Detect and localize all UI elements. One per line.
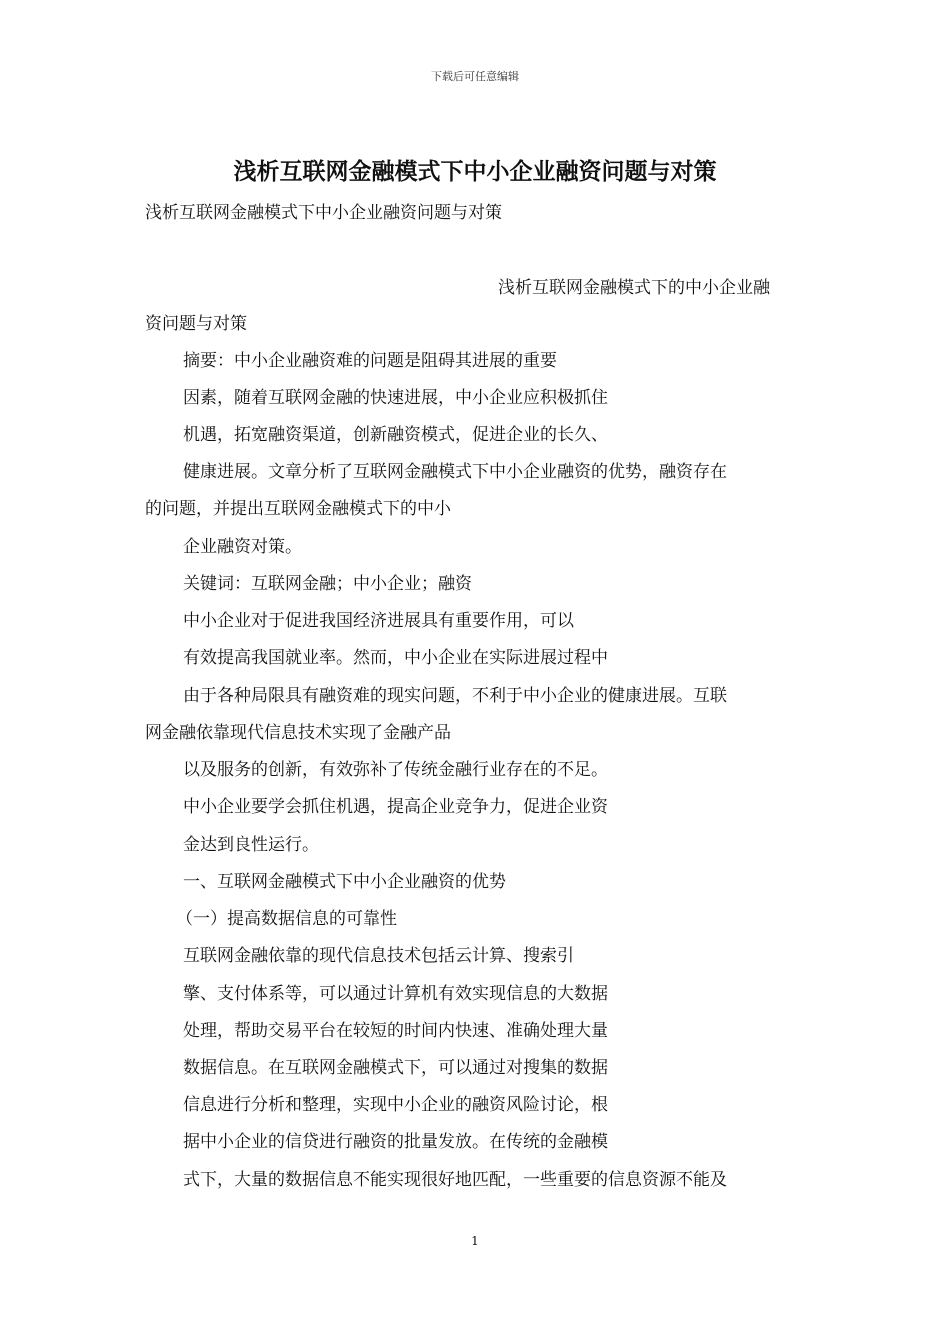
abstract-line: 因素，随着互联网金融的快速进展，中小企业应积极抓住 bbox=[183, 388, 608, 408]
body-line: 有效提高我国就业率。然而，中小企业在实际进展过程中 bbox=[183, 648, 608, 668]
abstract-line: 摘要：中小企业融资难的问题是阻碍其进展的重要 bbox=[183, 351, 557, 371]
text-line: 资问题与对策 bbox=[145, 314, 247, 334]
abstract-line: 的问题，并提出互联网金融模式下的中小 bbox=[145, 499, 451, 519]
page-header: 下载后可任意编辑 bbox=[431, 70, 519, 83]
body-line: 据中小企业的信贷进行融资的批量发放。在传统的金融模 bbox=[183, 1132, 608, 1152]
abstract-line: 机遇，拓宽融资渠道，创新融资模式，促进企业的长久、 bbox=[183, 425, 608, 445]
text-line: 浅析互联网金融模式下的中小企业融 bbox=[498, 278, 770, 298]
document-title: 浅析互联网金融模式下中小企业融资问题与对策 bbox=[233, 159, 717, 185]
body-line: 中小企业要学会抓住机遇，提高企业竞争力，促进企业资 bbox=[183, 797, 608, 817]
body-line: 互联网金融依靠的现代信息技术包括云计算、搜索引 bbox=[183, 946, 574, 966]
abstract-line: 企业融资对策。 bbox=[183, 537, 302, 557]
body-line: 中小企业对于促进我国经济进展具有重要作用，可以 bbox=[183, 611, 574, 631]
body-line: 金达到良性运行。 bbox=[183, 835, 319, 855]
body-line: 擎、支付体系等，可以通过计算机有效实现信息的大数据 bbox=[183, 984, 608, 1004]
body-line: 由于各种局限具有融资难的现实问题，不利于中小企业的健康进展。互联 bbox=[183, 686, 727, 706]
subtitle-line: 浅析互联网金融模式下中小企业融资问题与对策 bbox=[145, 203, 502, 223]
body-line: 网金融依靠现代信息技术实现了金融产品 bbox=[145, 723, 451, 743]
page-number: 1 bbox=[471, 1234, 479, 1248]
section-heading: 一、互联网金融模式下中小企业融资的优势 bbox=[183, 872, 506, 892]
keywords-line: 关键词：互联网金融；中小企业；融资 bbox=[183, 574, 472, 594]
body-line: 处理，帮助交易平台在较短的时间内快速、准确处理大量 bbox=[183, 1021, 608, 1041]
abstract-line: 健康进展。文章分析了互联网金融模式下中小企业融资的优势，融资存在 bbox=[183, 462, 727, 482]
body-line: 以及服务的创新，有效弥补了传统金融行业存在的不足。 bbox=[183, 760, 608, 780]
subsection-heading: （一）提高数据信息的可靠性 bbox=[176, 909, 397, 929]
body-line: 式下，大量的数据信息不能实现很好地匹配，一些重要的信息资源不能及 bbox=[183, 1170, 727, 1190]
body-line: 数据信息。在互联网金融模式下，可以通过对搜集的数据 bbox=[183, 1058, 608, 1078]
body-line: 信息进行分析和整理，实现中小企业的融资风险讨论，根 bbox=[183, 1095, 608, 1115]
